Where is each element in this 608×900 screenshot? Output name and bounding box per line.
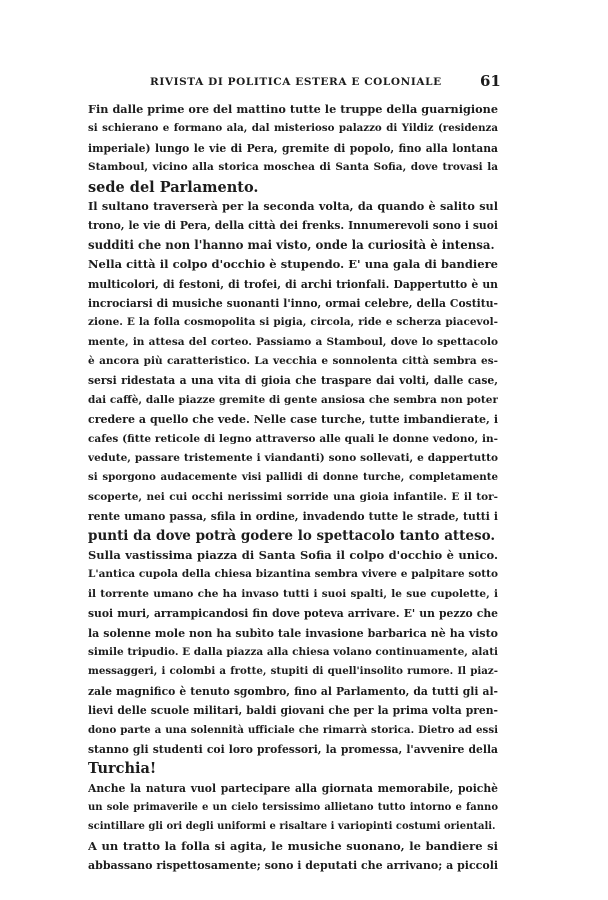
text-line: sersi ridestata a una vita di gioia che traspare dai volti, dalle case, bbox=[88, 374, 498, 388]
text-line: mente, in attesa del corteo. Passiamo a Stamboul, dove lo spettacolo bbox=[88, 335, 498, 348]
text-line: dono parte a una solennità ufficiale che rimarrà storica. Dietro ad essi bbox=[88, 723, 498, 736]
text-line: zale magnifico è tenuto sgombro, fino al Parlamento, da tutti gli al- bbox=[88, 684, 498, 698]
text-line: Stamboul, vicino alla storica moschea di Santa Sofia, dove trovasi la bbox=[88, 161, 498, 174]
text-line: è ancora più caratteristico. La vecchia e sonnolenta città sembra es- bbox=[88, 355, 498, 368]
text-line: si schierano e formano ala, dal misterioso palazzo di Yildiz (residenza bbox=[88, 122, 498, 135]
text-line: L'antica cupola della chiesa bizantina sembra vivere e palpitare sotto bbox=[88, 568, 498, 581]
text-line: abbassano rispettosamente; sono i deputati che arrivano; a piccoli bbox=[88, 859, 498, 873]
text-line: lievi delle scuole militari, baldi giovani che per la prima volta pren- bbox=[88, 704, 498, 718]
text-line: Sulla vastissima piazza di Santa Sofia il colpo d'occhio è unico. bbox=[88, 547, 498, 562]
text-line: simile tripudio. E dalla piazza alla chiesa volano continuamente, alati bbox=[88, 645, 498, 658]
text-line: messaggeri, i colombi a frotte, stupiti di quell'insolito rumore. Il piaz- bbox=[88, 665, 498, 678]
text-line: si sporgono audacemente visi pallidi di donne turche, completamente bbox=[88, 471, 498, 484]
text-line: la solenne mole non ha subìto tale invasione barbarica nè ha visto bbox=[88, 626, 498, 640]
text-line: zione. E la folla cosmopolita si pigia, circola, ride e scherza piacevol- bbox=[88, 316, 498, 329]
text-line: suoi muri, arrampicandosi fin dove poteva arrivare. E' un pezzo che bbox=[88, 607, 498, 621]
text-line: A un tratto la folla si agita, le musiche suonano, le bandiere si bbox=[88, 838, 498, 853]
running-header: RIVISTA DI POLITICA ESTERA E COLONIALE bbox=[150, 76, 442, 88]
text-line: multicolori, di festoni, di trofei, di archi trionfali. Dappertutto è un bbox=[88, 277, 498, 291]
text-line: incrociarsi di musiche suonanti l'inno, ormai celebre, della Costitu- bbox=[88, 296, 498, 310]
text-line: Nella città il colpo d'occhio è stupendo. E' una gala di bandiere bbox=[88, 257, 498, 272]
text-line: dai caffè, dalle piazze gremite di gente ansiosa che sembra non poter bbox=[88, 393, 498, 406]
text-line: il torrente umano che ha invaso tutti i suoi spalti, le sue cupolette, i bbox=[88, 587, 498, 600]
text-line: Fin dalle prime ore del mattino tutte le truppe della guarnigione bbox=[88, 102, 498, 116]
text-line: scoperte, nei cui occhi nerissimi sorride una gioia infantile. E il tor- bbox=[88, 490, 498, 503]
text-line: punti da dove potrà godere lo spettacolo tanto atteso. bbox=[88, 527, 496, 544]
body-text bbox=[88, 100, 498, 876]
page-number: 61 bbox=[480, 72, 501, 90]
text-line: Turchia! bbox=[88, 760, 157, 778]
text-line: cafes (fitte reticole di legno attraverso alle quali le donne vedono, in- bbox=[88, 432, 498, 445]
text-line: vedute, passare tristemente i viandanti) sono sollevati, e dappertutto bbox=[88, 452, 498, 465]
text-line: un sole primaverile e un cielo tersissimo allietano tutto intorno e fanno bbox=[88, 802, 498, 814]
text-line: scintillare gli ori degli uniformi e risaltare i variopinti costumi orientali. bbox=[88, 821, 496, 833]
text-line: sudditi che non l'hanno mai visto, onde la curiosità è intensa. bbox=[88, 237, 495, 252]
text-line: stanno gli studenti coi loro professori, la promessa, l'avvenire della bbox=[88, 742, 498, 756]
text-line: sede del Parlamento. bbox=[88, 178, 259, 196]
text-line: Anche la natura vuol partecipare alla giornata memorabile, poichè bbox=[88, 781, 498, 795]
text-line: imperiale) lungo le vie di Pera, gremite di popolo, fino alla lontana bbox=[88, 141, 498, 155]
text-line: credere a quello che vede. Nelle case turche, tutte imbandierate, i bbox=[88, 413, 498, 427]
text-line: rente umano passa, sfila in ordine, invadendo tutte le strade, tutti i bbox=[88, 510, 498, 524]
text-line: trono, le vie di Pera, della città dei frenks. Innumerevoli sono i suoi bbox=[88, 219, 498, 233]
text-line: Il sultano traverserà per la seconda volta, da quando è salito sul bbox=[88, 198, 498, 213]
